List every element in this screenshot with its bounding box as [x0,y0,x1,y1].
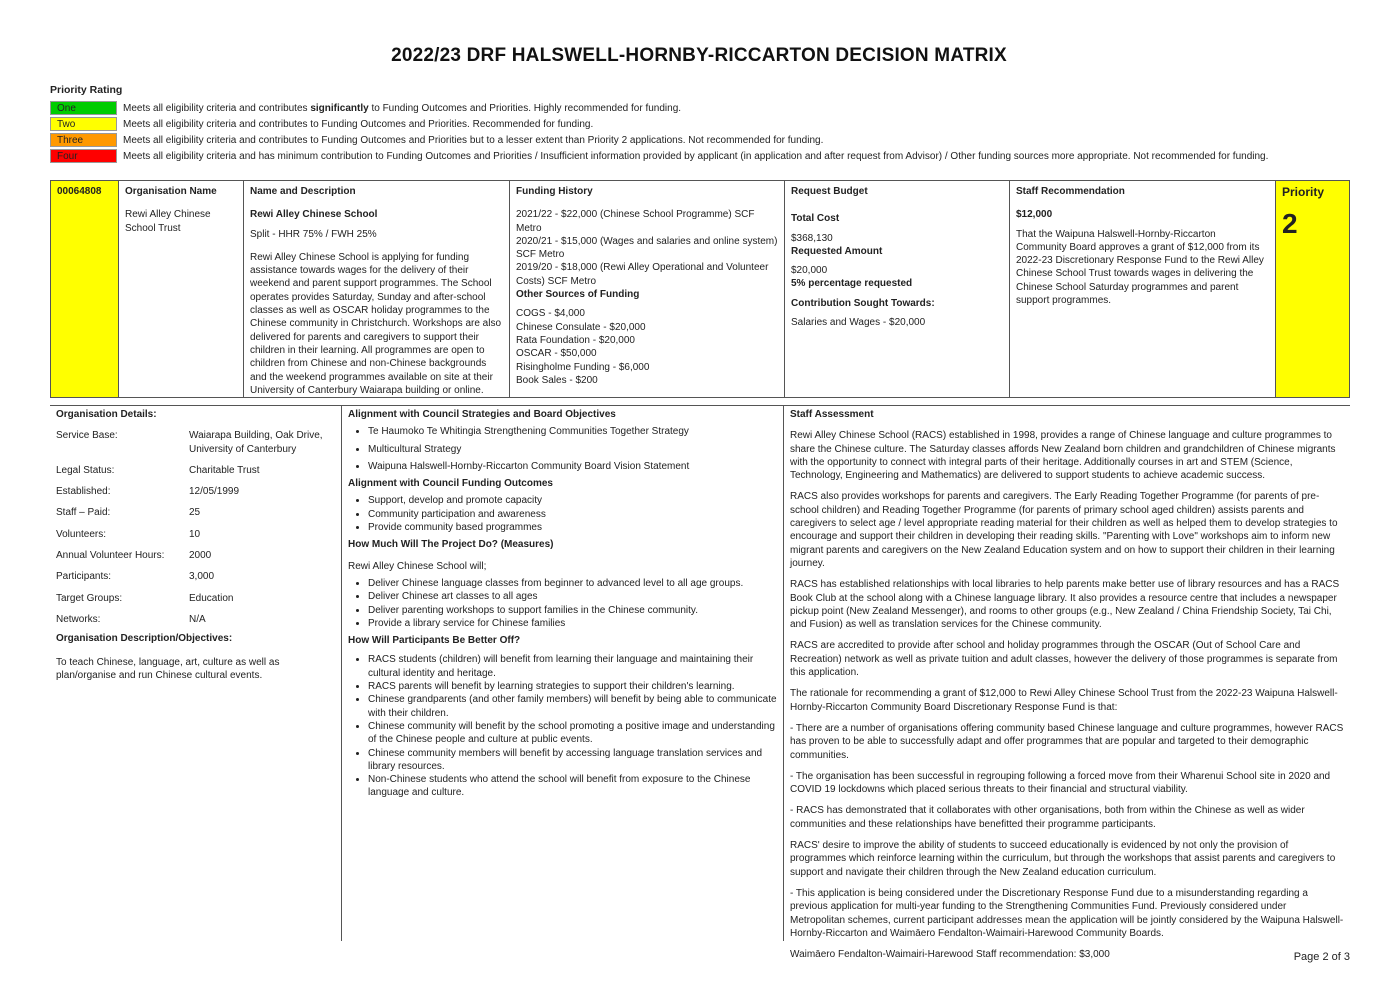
staff-recommendation-heading: Staff Recommendation [1016,186,1125,197]
strategies-list [348,425,777,473]
org-description-heading: Organisation Description/Objectives: [56,633,233,645]
application-id-cell [51,181,119,397]
org-detail-row [56,429,335,456]
summary-table [50,180,1350,398]
assessment-paragraph: - This application is being considered under the Discretionary Response Fund due to a misunderstanding regarding a previous application for multi-year funding to the Strengthening Communities Fund. Previously considered under Metropolitan schemes, current participant addresses mean the application will be jointly considered by the Waipuna Halswell-Hornby-Riccarton and Waimāero Fendalton-Waimairi-Harewood Community Boards. [790,887,1344,939]
measure-item: • Deliver Chinese art classes to all ages [368,590,777,603]
org-detail-row [56,592,335,605]
staff-assessment-text [790,429,1344,961]
organisation-details [50,406,342,941]
other-source-item: COGS - $4,000 [516,308,585,320]
assessment-paragraph: - There are a number of organisations offering community based Chinese language and culture programmes, however RACS has proven to be able to successfully adapt and offer programmes that are popular and targeted to their demographic communities. [790,722,1344,761]
better-off-item: • Chinese community will benefit by the school promoting a positive image and understanding of the Chinese people and culture at public events. [368,720,777,747]
org-name-cell [119,181,244,397]
org-detail-value: 3,000 [189,571,215,583]
priority-swatch: Three [50,133,117,147]
staff-assessment-heading: Staff Assessment [790,409,874,420]
assessment-paragraph: RACS are accredited to provide after school and holiday programmes through the OSCAR (Out of School Care and Recreation) network as well as private tuition and adult classes, however the delivery of those programmes is separate from this application. [790,640,1338,679]
priority-heading: Priority [1282,185,1325,199]
org-description: To teach Chinese, language, art, culture as well as plan/organise and run Chinese cultural events. [56,656,280,681]
better-off-heading: How Will Participants Be Better Off? [348,635,521,647]
assessment-paragraph: RACS also provides workshops for parents and caregivers. The Early Reading Together Programme (for parents of pre-school children) and Reading Together Programme (for parents of primary school aged children) assists parents and caregivers to select age / level appropriate reading material for their children as well as helped them to develop strategies to encourage and support their children in developing their reading skills. "Parenting with Love" workshops aim to inform new migrant parents and caregivers on the New Zealand Education system and on how to support their children in their learning journey. [790,491,1338,569]
measure-item: • Deliver parenting workshops to support families in the Chinese community. [368,604,777,617]
priority-text-before: Meets all eligibility criteria and contributes to Funding Outcomes and Priorities but to a lesser extent than Priority 2 applications. Not recommended for funding. [123,134,824,146]
measure-item: • Provide a library service for Chinese families [368,617,777,630]
other-source-item: Chinese Consulate - $20,000 [516,321,646,333]
org-detail-value: 25 [189,507,201,519]
priority-legend-row [50,148,1268,164]
priority-legend-row [50,116,1268,132]
org-detail-label: Volunteers: [56,528,107,540]
total-cost-label: Total Cost [791,213,840,225]
project-name: Rewi Alley Chinese School [250,209,378,221]
outcomes-heading: Alignment with Council Funding Outcomes [348,478,553,490]
assessment-paragraph: - RACS has demonstrated that it collaborates with other organisations, both from within the Chinese as well as wider communities and these relationships have benefitted their programme participants. [790,805,1305,830]
strategy-item: • Waipuna Halswell-Hornby-Riccarton Community Board Vision Statement [368,460,777,473]
requested-amount-label: Requested Amount [791,245,883,257]
priority-swatch: One [50,101,117,115]
org-detail-row [56,570,335,583]
funding-history-heading: Funding History [516,186,593,197]
priority-cell [1276,181,1349,397]
assessment-paragraph: The rationale for recommending a grant of $12,000 to Rewi Alley Chinese School Trust from the 2022-23 Waipuna Halswell-Hornby-Riccarton Community Board Discretionary Response Fund is that: [790,688,1338,713]
contribution: Salaries and Wages - $20,000 [791,317,926,329]
request-budget-cell [785,181,1010,397]
org-detail-row [56,506,335,519]
other-source-item: Book Sales - $200 [516,374,598,386]
org-detail-row [56,464,335,477]
funding-history-cell [510,181,785,397]
strategy-item: • Te Haumoko Te Whitingia Strengthening Communities Together Strategy [368,425,777,438]
other-sources-list [516,307,778,387]
priority-swatch: Two [50,117,117,131]
org-detail-row [56,613,335,626]
org-detail-value: N/A [189,613,206,625]
org-detail-value: 12/05/1999 [189,486,240,498]
better-off-list [348,653,777,799]
org-detail-value: 2000 [189,550,212,562]
org-name-heading: Organisation Name [125,186,217,197]
priority-description [123,134,823,147]
other-source-item: OSCAR - $50,000 [516,348,597,360]
priority-text-before: Meets all eligibility criteria and has minimum contribution to Funding Outcomes and Priorities / Insufficient information provided by applicant (in application and after request from Advisor) / Other funding sources more appropriate. Not recommended for funding. [123,150,1269,162]
measures-intro: Rewi Alley Chinese School will; [348,560,487,572]
org-detail-row [56,549,335,562]
priority-swatch: Four [50,149,117,163]
priority-text-before: Meets all eligibility criteria and contributes [123,102,311,114]
org-detail-label: Legal Status: [56,464,115,476]
outcomes-list [348,494,777,534]
priority-legend-row [50,100,1268,116]
org-detail-label: Established: [56,486,111,498]
assessment-paragraph: RACS has established relationships with local libraries to help parents make better use of library resources and has a RACS Book Club at the school along with a Chinese language library. It also provides a resource centre that includes a newspaper pickup point (New Zealand Messenger), and rooms to other groups (e.g., New Zealand / China Friendship Society, Tai Chi, and Fusion) as well as translation services for the Chinese community. [790,579,1340,631]
priority-rating-heading: Priority Rating [50,84,123,96]
funding-history-item: 2020/21 - $15,000 (Wages and salaries and online system) SCF Metro [516,235,778,261]
measures-heading: How Much Will The Project Do? (Measures) [348,539,554,551]
assessment-paragraph: Rewi Alley Chinese School (RACS) established in 1998, provides a range of Chinese language and culture programmes to share the Chinese culture. The Saturday classes affords New Zealand born children and grandchildren of Chinese migrants with the opportunity to connect with integral parts of their heritage. Additionally courses in art and STEM (Science, Technology, Engineering and Mathematics) are delivered to support students to achieve academic success. [790,430,1336,482]
priority-legend-row [50,132,1268,148]
org-detail-value: 10 [189,528,201,540]
priority-description [123,102,681,115]
better-off-item: • Chinese grandparents (and other family members) will benefit by being able to communicate with their children. [368,693,777,720]
other-source-item: Rata Foundation - $20,000 [516,334,635,346]
org-detail-label: Target Groups: [56,592,123,604]
measure-item: • Deliver Chinese language classes from beginner to advanced level to all age groups. [368,577,777,590]
org-detail-label: Networks: [56,613,101,625]
measures-list [348,577,777,630]
assessment-paragraph: - The organisation has been successful in regrouping following a forced move from their Wharenui School site in 2020 and COVID 19 lockdowns which placed serious threats to their financial and structural viability. [790,770,1331,796]
better-off-item: • Non-Chinese students who attend the school will benefit from exposure to the Chinese language and culture. [368,773,777,800]
staff-recommendation-text: That the Waipuna Halswell-Hornby-Riccarton Community Board approves a grant of $12,000 from its 2022-23 Discretionary Response Fund to the Rewi Alley Chinese School Trust towards wages in delivering the Chinese School Saturday programmes and parent support programmes. [1016,228,1264,307]
page-title: 2022/23 DRF HALSWELL-HORNBY-RICCARTON DECISION MATRIX [391,45,1007,66]
outcome-item: • Support, develop and promote capacity [368,494,777,507]
requested-amount: $20,000 [791,265,828,277]
priority-text-after: to Funding Outcomes and Priorities. Highly recommended for funding. [368,102,682,114]
assessment-paragraph: Waimāero Fendalton-Waimairi-Harewood Staff recommendation: $3,000 [790,949,1110,961]
staff-recommendation-amount: $12,000 [1016,209,1053,221]
priority-description [123,118,593,131]
priority-emphasis: significantly [310,102,369,114]
org-detail-label: Staff – Paid: [56,507,111,519]
application-id: 00064808 [57,186,102,197]
funding-history-item: 2021/22 - $22,000 (Chinese School Programme) SCF Metro [516,209,755,234]
org-detail-value: Charitable Trust [189,464,260,476]
other-sources-heading: Other Sources of Funding [516,289,640,301]
org-details-list [56,429,335,626]
assessment-paragraph: RACS' desire to improve the ability of students to succeed educationally is evidenced by not only the provision of programmes which reinforce learning within the curriculum, but through the workshops that assist parents and caregivers to support and navigate their children through the New Zealand education curriculum. [790,840,1336,878]
request-budget-heading: Request Budget [791,186,868,197]
org-detail-label: Service Base: [56,430,118,442]
funding-history-list [516,208,778,288]
strategies-heading: Alignment with Council Strategies and Board Objectives [348,409,616,420]
alignment-column [342,406,784,941]
org-detail-row [56,485,335,498]
org-detail-value: Education [189,592,234,604]
percentage-requested: 5% percentage requested [791,278,913,290]
project-description: Rewi Alley Chinese School is applying for funding assistance towards wages for the delivery of their weekend and parent support programmes. The School operates provides Saturday, Sunday and after-school classes as well as OSCAR holiday programmes to the Chinese community in Christchurch. Workshops are also delivered for parents and caregivers to support their children in their learning. All programmes are open to children from Chinese and non-Chinese backgrounds and the weekend programmes available on site at their University of Canterbury Waiarapa building or online. [250,251,502,396]
priority-description [123,150,1268,163]
org-detail-label: Annual Volunteer Hours: [56,550,165,562]
org-detail-value: Waiarapa Building, Oak Drive, University of Canterbury [189,430,323,455]
name-description-cell [244,181,510,397]
priority-value: 2 [1282,207,1298,239]
org-detail-label: Participants: [56,571,112,583]
contribution-label: Contribution Sought Towards: [791,297,935,309]
better-off-item: • RACS students (children) will benefit from learning their language and maintaining their cultural identity and heritage. [368,653,777,680]
other-source-item: Risingholme Funding - $6,000 [516,361,650,373]
funding-history-item: 2019/20 - $18,000 (Rewi Alley Operational and Volunteer Costs) SCF Metro [516,262,769,287]
staff-recommendation-cell [1010,181,1276,397]
outcome-item: • Provide community based programmes [368,521,777,534]
split: Split - HHR 75% / FWH 25% [250,228,377,240]
outcome-item: • Community participation and awareness [368,508,777,521]
better-off-item: • Chinese community members will benefit by accessing language translation services and library resources. [368,747,777,774]
priority-text-before: Meets all eligibility criteria and contributes to Funding Outcomes and Priorities. Recommended for funding. [123,118,594,130]
page-number: Page 2 of 3 [1293,951,1350,963]
org-detail-row [56,528,335,541]
better-off-item: • RACS parents will benefit by learning strategies to support their children's learning. [368,680,777,693]
name-description-heading: Name and Description [250,186,356,197]
total-cost: $368,130 [791,232,833,244]
strategy-item: • Multicultural Strategy [368,443,777,456]
org-details-heading: Organisation Details: [56,409,157,420]
org-name: Rewi Alley Chinese School Trust [125,209,211,234]
priority-legend [50,100,1268,164]
